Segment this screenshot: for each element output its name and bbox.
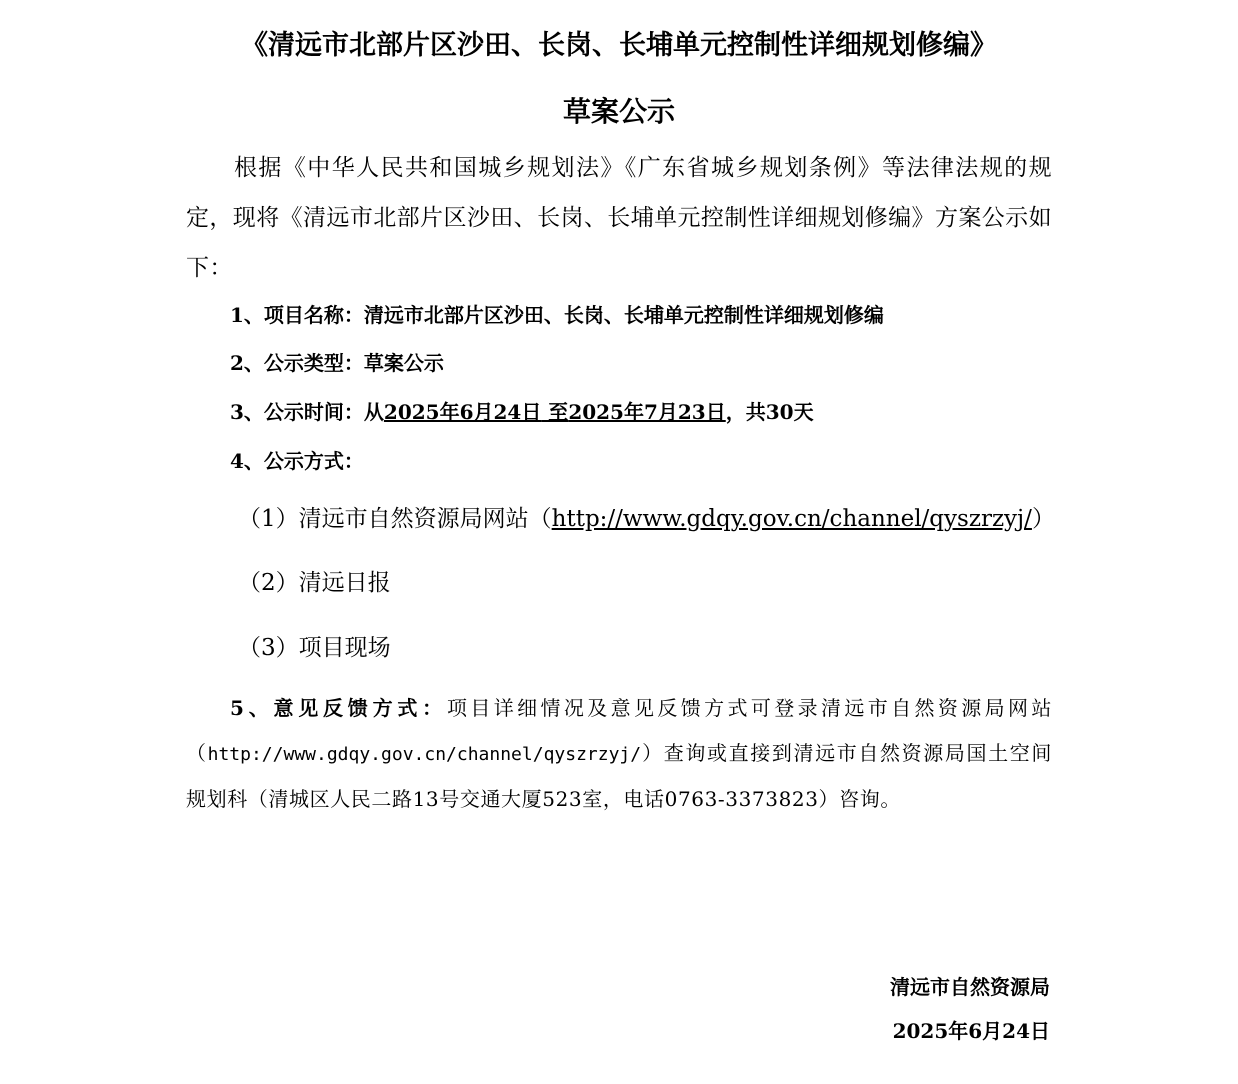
item-type-value: 草案公示 xyxy=(363,351,444,375)
document-subtitle: 草案公示 xyxy=(562,95,675,128)
feedback-text-1: 项目详细情况及意见反馈方式可登录清远市自然资源局网站（ xyxy=(186,696,1052,765)
item-time-sep: 至 xyxy=(541,400,569,424)
item-type-label: 2、公示类型： xyxy=(230,351,364,375)
method-newspaper: （2）清远日报 xyxy=(238,570,391,596)
feedback-label: 5、意见反馈方式： xyxy=(230,696,447,720)
item-time-suffix: ，共30天 xyxy=(725,400,814,424)
signature-organization: 清远市自然资源局 xyxy=(890,975,1050,999)
intro-paragraph: 根据《中华人民共和国城乡规划法》《广东省城乡规划条例》等法律法规的规定，现将《清远市北部片区沙田、长岗、长埔单元控制性详细规划修编》方案公示如下： xyxy=(186,155,1052,281)
method-onsite: （3）项目现场 xyxy=(238,635,391,661)
item-time-start: 2025年6月24日 xyxy=(383,400,542,424)
feedback-url: http://www.gdqy.gov.cn/channel/qyszrzyj/ xyxy=(207,744,642,765)
item-notice-method: 4、公示方式： xyxy=(230,449,364,473)
item-project-label: 1、项目名称： xyxy=(230,303,364,327)
signature-date: 2025年6月24日 xyxy=(892,1019,1050,1043)
feedback-paragraph xyxy=(186,686,1052,822)
method-website-suffix: ） xyxy=(1031,506,1055,532)
feedback-text-2: ）查询或直接到清远市自然资源局国土空间规划科（清城区人民二路13号交通大厦523室，电话0763-3373823）咨询。 xyxy=(186,741,1052,811)
item-notice-type xyxy=(230,348,1070,378)
method-website-prefix: （1）清远市自然资源局网站（ xyxy=(238,506,552,532)
item-time-label: 3、公示时间：从 xyxy=(230,400,384,424)
document-title: 《清远市北部片区沙田、长岗、长埔单元控制性详细规划修编》 xyxy=(241,30,997,61)
item-time-end: 2025年7月23日 xyxy=(568,400,726,424)
item-notice-time xyxy=(230,397,1070,427)
item-project-name xyxy=(230,300,1070,330)
method-website-link[interactable]: http://www.gdqy.gov.cn/channel/qyszrzyj/ xyxy=(551,506,1032,532)
method-website xyxy=(238,502,1078,536)
item-project-value: 清远市北部片区沙田、长岗、长埔单元控制性详细规划修编 xyxy=(363,303,884,327)
